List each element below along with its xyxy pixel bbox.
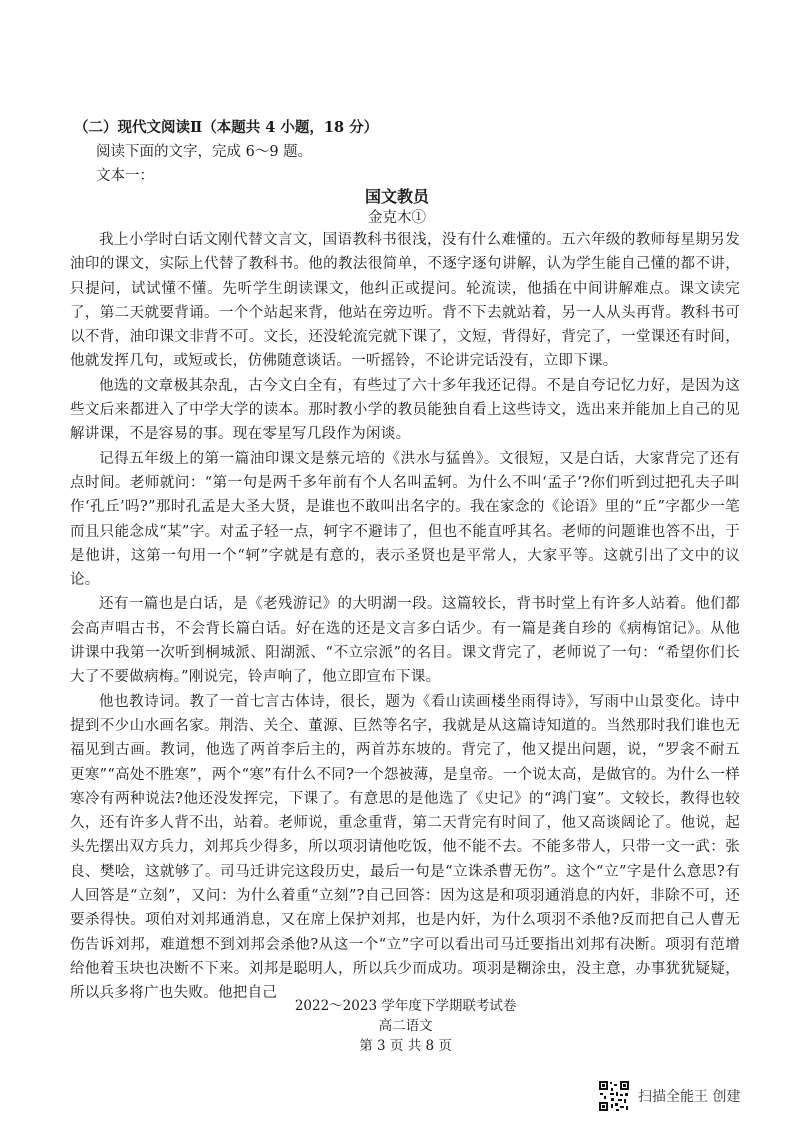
paragraph-1: 我上小学时白话文刚代替文言文，国语教科书很浅，没有什么难懂的。五六年级的教师每星期另发油印的课文，实际上代替了教科书。他的教法很简单，不逐字逐句讲解，认为学生能自己懂的都不讲，只提问，试试懂不懂。先听学生朗读课文，他纠正或提问。轮流读，他插在中间讲解难点。课文读完了，第二天就要背诵。一个个站起来背，他站在旁边听。背不下去就站着，另一人从头再背。教科书可以不背，油印课文非背不可。文长，还没轮流完就下课了，文短，背得好，背完了，一堂课还有时间，他就发挥几句，或短或长，仿佛随意谈话。一听摇铃，不论讲完话没有，立即下课。 <box>70 232 740 370</box>
paragraph-2: 他选的文章极其杂乱，古今文白全有，有些过了六十多年我还记得。不是自夸记忆力好，是因为这些文后来都进入了中学大学的读本。那时教小学的教员能独自看上这些诗文，选出来并能加上自己的见解讲课，不是容易的事。现在零星写几段作为闲谈。 <box>70 377 740 443</box>
section-title: （二）现代文阅读Ⅱ（本题共 4 小题，18 分） <box>74 119 379 136</box>
paragraph-4: 还有一篇也是白话，是《老残游记》的大明湖一段。这篇较长，背书时堂上有许多人站着。他们都会高声唱古书，不会背长篇白话。好在选的还是文言多白话少。有一篇是龚自珍的《病梅馆记》。从他讲课中我第一次听到桐城派、阳湖派、“不立宗派”的名目。课文背完了，老师说了一句：“希望你们长大了不要做病梅。”刚说完，铃声响了，他立即宣布下课。 <box>70 596 740 686</box>
instruction: 阅读下面的文字，完成 6～9 题。 <box>96 144 313 160</box>
qr-code-icon <box>598 1080 630 1112</box>
text-label: 文本一： <box>96 168 154 184</box>
footer-subject: 高二语文 <box>378 1018 433 1034</box>
scanner-watermark <box>598 1078 740 1114</box>
paragraph-5: 他也教诗词。教了一首七言古体诗，很长，题为《看山读画楼坐雨得诗》，写雨中山景变化。诗中提到不少山水画名家。荆浩、关仝、董源、巨然等名字，我就是从这篇诗知道的。当然那时我们谁也无福见到古画。教词，他选了两首李后主的，两首苏东坡的。背完了，他又提出问题，说，“罗衾不耐五更寒”“高处不胜寒”，两个“寒”有什么不同?一个怨被薄，是皇帝。一个说太高，是做官的。为什么一样寒冷有两种说法?他还没发挥完，下课了。有意思的是他选了《史记》的“鸿门宴”。文较长，教得也较久，还有许多人背不出，站着。老师说，重念重背，第二天背完有时间了，他又高谈阔论了。他说，起头先摆出双方兵力，刘邦兵少得多，所以项羽请他吃饭，他不能不去。不能多带人，只带一文一武：张良、樊哙，这就够了。司马迁讲完这段历史，最后一句是“立诛杀曹无伤”。这个“立”字是什么意思?有人回答是“立刻”，又问：为什么着重“立刻”?自己回答：因为这是和项羽通消息的内奸，非除不可，还要杀得快。项伯对刘邦通消息，又在席上保护刘邦，也是内奸，为什么项羽不杀他?反而把自己人曹无伤告诉刘邦，难道想不到刘邦会杀他?从这一个“立”字可以看出司马迁要指出刘邦有决断。项羽有范增给他着玉块也决断不下来。刘邦是聪明人，所以兵少而成功。项羽是糊涂虫，没主意，办事犹犹疑疑，所以兵多将广也失败。他把自己 <box>70 693 740 1002</box>
page-footer <box>0 978 794 1070</box>
article-title: 国文教员 <box>364 187 429 206</box>
article-body <box>70 228 740 1006</box>
paragraph-3: 记得五年级上的第一篇油印课文是蔡元培的《洪水与猛兽》。文很短，又是白话，大家背完了还有点时间。老师就问：“第一句是两千多年前有个人名叫孟轲。为什么不叫‘孟子’?你们听到过把孔夫子叫作‘孔丘’吗?”那时孔孟是大圣大贤，是谁也不敢叫出名字的。我在家念的《论语》里的“丘”字都少一笔而且只能念成“某”字。对孟子轻一点，轲字不避讳了，但也不能直呼其名。老师的问题谁也答不出，于是他讲，这第一句用一个“轲”字就是有意的，表示圣贤也是平常人，大家平等。这就引出了文中的议论。 <box>70 450 740 589</box>
watermark-text: 扫描全能王 创建 <box>638 1089 741 1105</box>
footer-page: 第 3 页 共 8 页 <box>359 1038 452 1054</box>
footer-exam: 2022～2023 学年度下学期联考试卷 <box>294 998 517 1014</box>
article-author: 金克木① <box>368 210 426 226</box>
